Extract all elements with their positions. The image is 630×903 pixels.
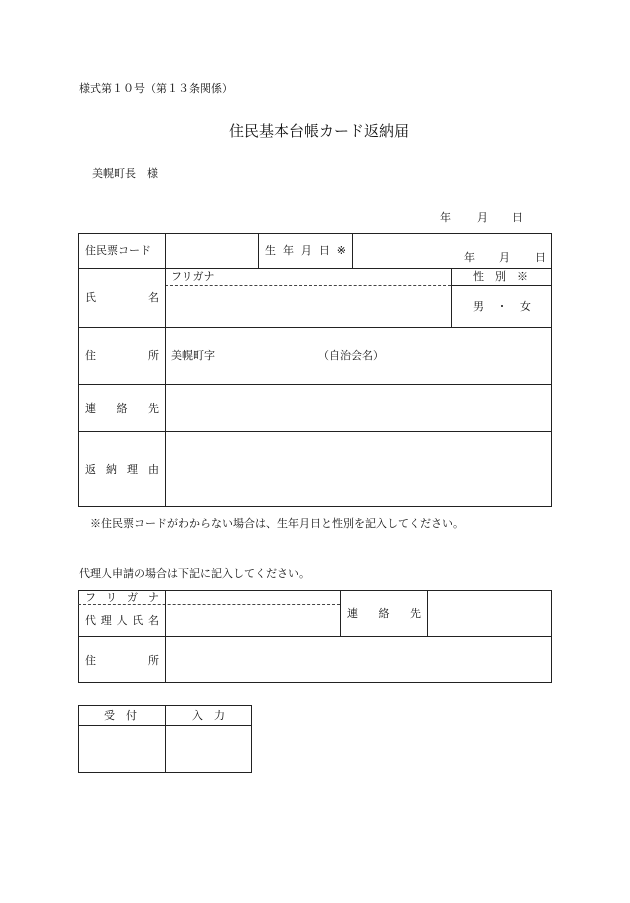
agent-name-label: 代 理 人 氏 名 xyxy=(85,614,159,627)
return-reason-field[interactable] xyxy=(166,432,551,506)
agent-contact-label: 連 絡 先 xyxy=(347,607,421,620)
birth-month-unit: 月 xyxy=(499,251,510,264)
contact-label: 連 絡 先 xyxy=(85,402,159,415)
agent-contact-field[interactable] xyxy=(428,591,551,636)
received-label: 受 付 xyxy=(104,709,137,722)
agent-instruction: 代理人申請の場合は下記に記入してください。 xyxy=(79,567,310,580)
note: ※住民票コードがわからない場合は、生年月日と性別を記入してください。 xyxy=(90,517,464,530)
input-stamp-box[interactable] xyxy=(166,726,251,772)
agent-address-label: 住 所 xyxy=(85,654,159,667)
birth-date-field[interactable] xyxy=(353,234,551,268)
gender-separator: ・ xyxy=(496,300,508,313)
gender-male-option[interactable]: 男 xyxy=(473,300,484,313)
birth-date-label: 生 年 月 日 ※ xyxy=(265,244,346,257)
address-label: 住 所 xyxy=(85,349,159,362)
name-label: 氏 名 xyxy=(85,291,159,304)
contact-field[interactable] xyxy=(166,385,551,431)
furigana-label: フリガナ xyxy=(171,270,215,283)
address-field[interactable] xyxy=(166,328,551,384)
page-title: 住民基本台帳カード返納届 xyxy=(229,122,410,140)
gender-female-option[interactable]: 女 xyxy=(520,300,531,313)
gender-options[interactable] xyxy=(473,301,531,312)
date-year-unit: 年 xyxy=(440,211,451,224)
resident-code-label: 住民票コード xyxy=(85,244,151,257)
furigana-field[interactable] xyxy=(166,269,451,285)
return-reason-label: 返 納 理 由 xyxy=(85,463,159,476)
agent-furigana-field[interactable] xyxy=(166,591,340,604)
birth-year-unit: 年 xyxy=(464,251,475,264)
date-month-unit: 月 xyxy=(477,211,488,224)
received-stamp-box[interactable] xyxy=(79,726,165,772)
gender-label: 性 別 ※ xyxy=(473,270,528,283)
agent-name-field[interactable] xyxy=(166,605,340,636)
birth-day-unit: 日 xyxy=(535,251,546,264)
name-field[interactable] xyxy=(166,286,451,327)
neighborhood-label: （自治会名） xyxy=(318,349,384,362)
agent-furigana-label: フ リ ガ ナ xyxy=(85,591,159,604)
input-label: 入 力 xyxy=(192,709,225,722)
address-prefix: 美幌町字 xyxy=(171,349,215,362)
form-number: 様式第１０号（第１３条関係） xyxy=(79,82,233,95)
agent-address-field[interactable] xyxy=(166,637,551,682)
resident-code-field[interactable] xyxy=(166,234,258,268)
addressee: 美幌町長 様 xyxy=(92,167,158,180)
date-day-unit: 日 xyxy=(512,211,523,224)
